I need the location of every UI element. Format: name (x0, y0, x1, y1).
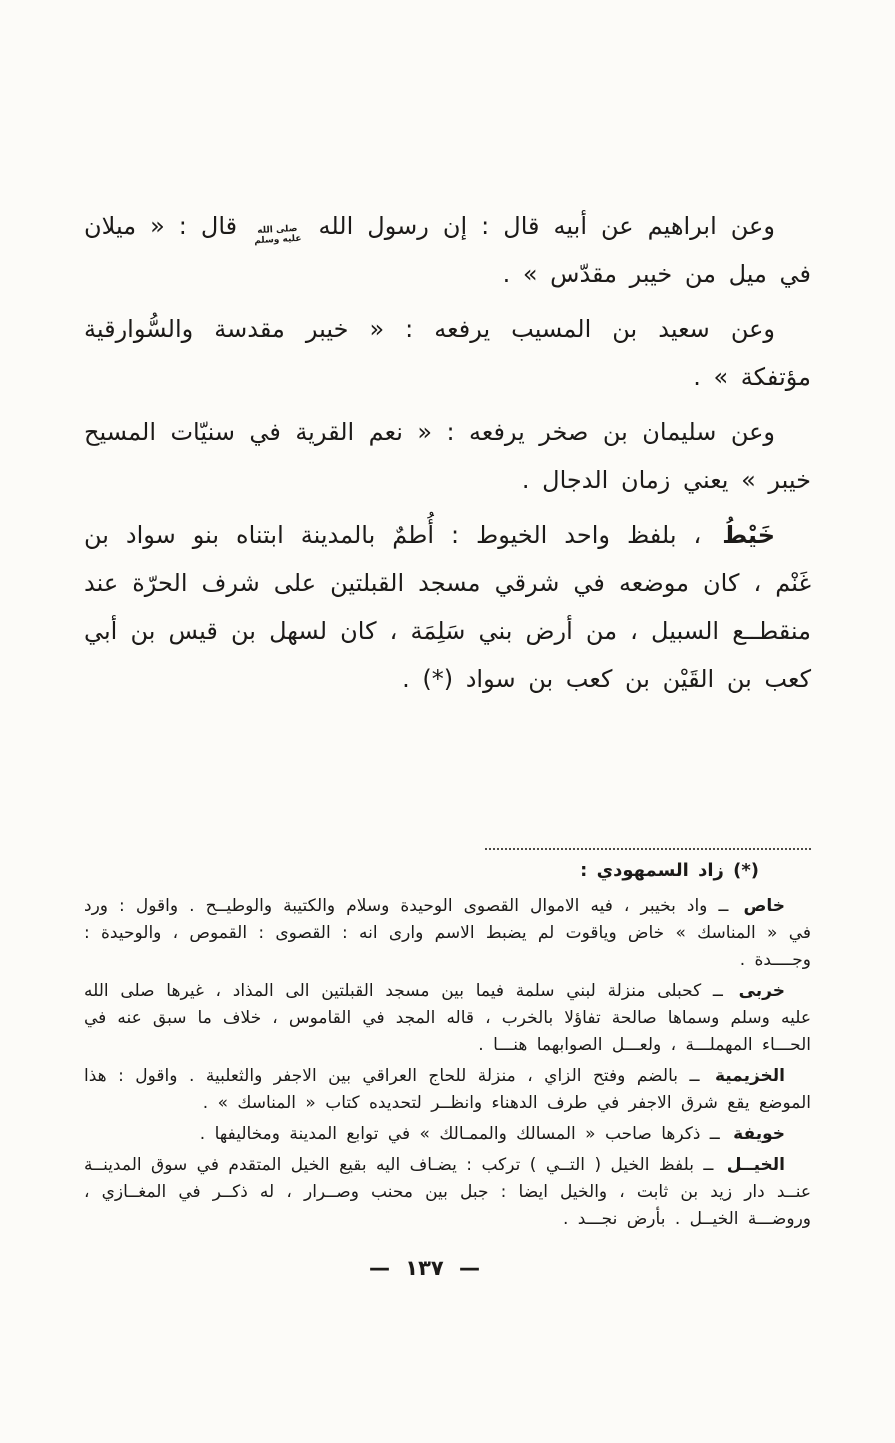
honorific-line-2: عليه وسلم (254, 233, 302, 247)
footnote-separator-dotted-line (485, 848, 811, 850)
footnote-body: ــ واد بخيبر ، فيه الاموال القصوى الوحيدة وسلام والكتيبة والوطيــح . واقول : ورد في « المناسك » خاض وياقوت لم يضبط الاسم وارى انه : القصوى : القموص ، والوحيدة : وجــــدة . (84, 896, 811, 970)
footnote-body: ــ بالضم وفتح الزاي ، منزلة للحاج العراقي بين الاجفر والثعلبية . واقول : هذا الموضع يقع شرق الاجفر في طرف الدهناء وانظــر لتحديده كتاب « المناسك » . (84, 1066, 811, 1113)
footnote-entry-khirba (84, 978, 811, 1059)
paragraph-entry-khayt (84, 511, 811, 703)
entry-khayt-body: ، بلفظ واحد الخيوط : أُطمٌ بالمدينة ابتناه بنو سواد بن غَنْم ، كان موضعه في شرقي مسجد القبلتين على شرف الحرّة عند منقطــع السبيل ، من أرض بني سَلِمَة ، كان لسهل بن قيس بن أبي كعب بن القَيْن بن كعب بن سواد (*) . (84, 521, 811, 693)
footnote-term: خربى (738, 981, 785, 1001)
entry-headword-khayt: خَيْطُ (722, 521, 775, 549)
footnote-section (84, 848, 811, 1237)
hadith-ibrahim-text-before: وعن ابراهيم عن أبيه قال : إن رسول الله (318, 212, 775, 240)
footnote-entry-khas (84, 893, 811, 974)
page-number-folio: — ١٣٧ — (368, 1256, 481, 1280)
paragraph-hadith-sulayman-ibn-sakhr: وعن سليمان بن صخر يرفعه : « نعم القرية في سنيّات المسيح خيبر » يعني زمان الدجال . (84, 418, 811, 494)
footnote-term: الخزيمية (714, 1066, 786, 1086)
footnote-body: ــ ذكرها صاحب « المسالك والممـالك » في توابع المدينة ومخاليفها . (199, 1124, 720, 1144)
footnote-term: خويفة (733, 1124, 785, 1144)
footnote-term: الخيــل (726, 1155, 785, 1175)
main-text-block (84, 202, 811, 710)
paragraph-hadith-ibrahim (84, 202, 811, 298)
footnote-entry-khayl (84, 1152, 811, 1233)
hadith-ibrahim-text-after: قال : « ميلان في ميل من خيبر مقدّس » . (84, 212, 811, 288)
honorific-line-1: صلى الله (257, 223, 298, 236)
footnote-body: ــ كحبلى منزلة لبني سلمة فيما بين مسجد القبلتين الى المذاد ، غيرها صلى الله عليه وسلم وسماها صالحة تفاؤلا بالخرب ، قاله المجد في القاموس ، خلاف ما سبق عنه في الحـــاء المهملـــة ، ولعـــل الصوابهما هنـــا . (84, 981, 811, 1055)
paragraph-hadith-said-ibn-musayyib: وعن سعيد بن المسيب يرفعه : « خيبر مقدسة والسُّوارقية مؤتفكة » . (84, 315, 811, 391)
footnote-entry-khuwayfa (84, 1121, 811, 1148)
prophet-honorific-stamp (254, 223, 302, 246)
footnote-term: خاص (743, 896, 786, 916)
footnote-marker-samhudi: (*) زاد السمهودي : (580, 860, 759, 881)
footnote-body: ــ بلفظ الخيل ( التــي ) تركب : يضـاف اليه بقيع الخيل المتقدم في سوق المدينــة عنــد دار زيد بن ثابت ، والخيل ايضا : جبل بين محنب وصــرار ، له ذكــر في المغــازي ، وروضـــة الخيــل . بأرض نجـــد . (84, 1155, 811, 1229)
footnote-entry-khuzaymiyya (84, 1063, 811, 1117)
